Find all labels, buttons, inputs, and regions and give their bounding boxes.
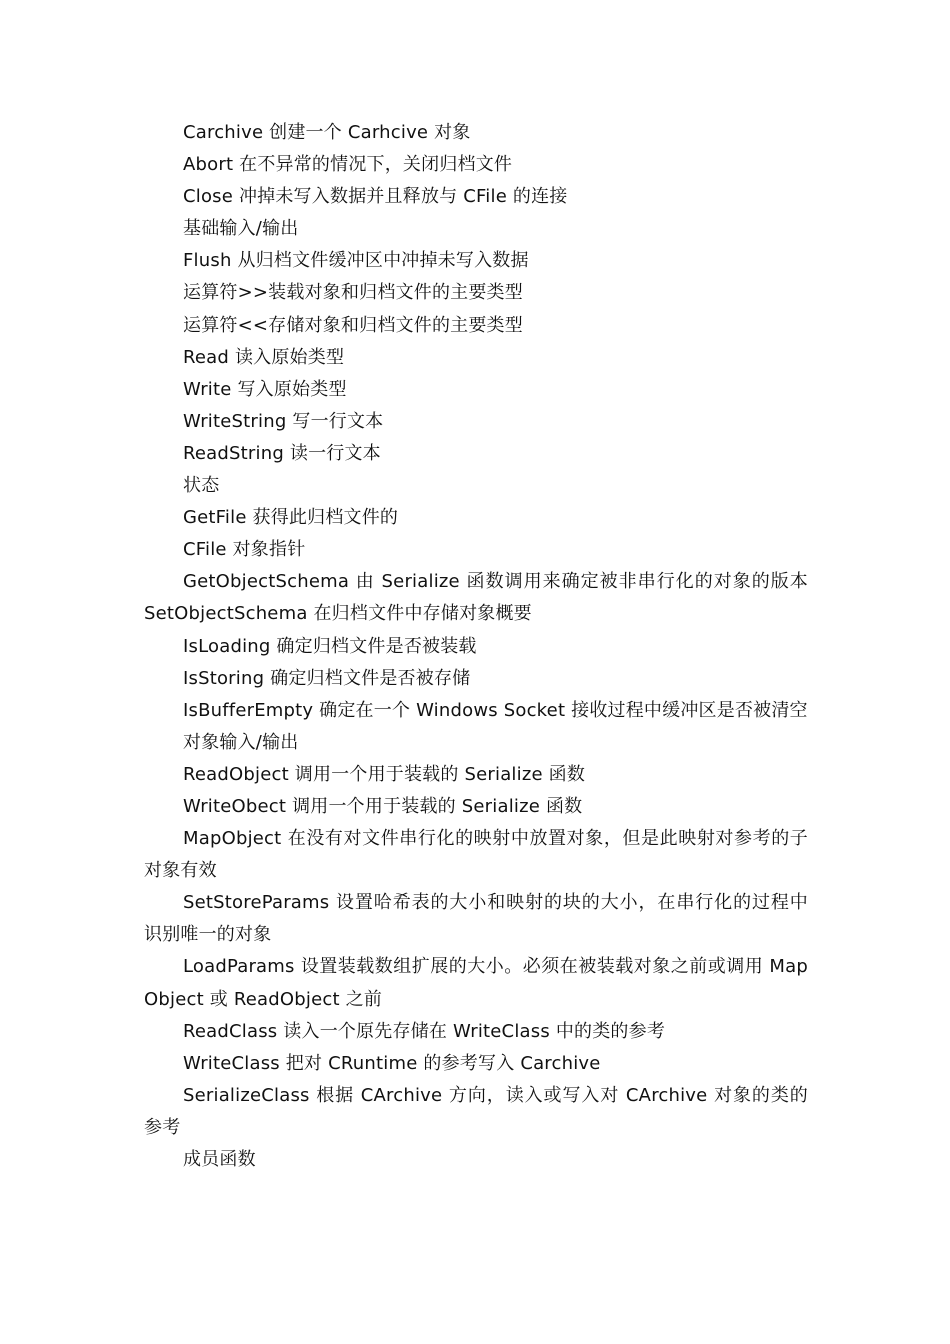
- paragraph-isstoring: IsStoring 确定归档文件是否被存储: [183, 667, 471, 689]
- paragraph-mapobject: MapObject 在没有对文件串行化的映射中放置对象，但是此映射对参考的子对象有效: [144, 828, 808, 882]
- paragraph-operator-load: 运算符>>装载对象和归档文件的主要类型: [183, 282, 523, 304]
- paragraph-readclass: ReadClass 读入一个原先存储在 WriteClass 中的类的参考: [183, 1020, 666, 1042]
- section-heading-object-io: 对象输入/输出: [183, 731, 299, 753]
- paragraph-cfile-pointer: CFile 对象指针: [183, 539, 306, 561]
- section-heading-member-functions: 成员函数: [183, 1149, 256, 1170]
- paragraph-writestring: WriteString 写一行文本: [183, 410, 384, 432]
- document-body: [144, 117, 808, 1176]
- paragraph-serializeclass: SerializeClass 根据 CArchive 方向，读入或写入对 CArchive 对象的类的参考: [144, 1084, 808, 1138]
- paragraph-loadparams: LoadParams 设置装载数组扩展的大小。必须在被装载对象之前或调用 MapObject 或 ReadObject 之前: [144, 956, 808, 1010]
- paragraph-writeobect: WriteObect 调用一个用于装载的 Serialize 函数: [183, 795, 583, 817]
- paragraph-isloading: IsLoading 确定归档文件是否被装载: [183, 635, 477, 657]
- section-heading-status: 状态: [183, 475, 220, 497]
- paragraph-carchive: Carchive 创建一个 Carhcive 对象: [183, 122, 471, 143]
- paragraph-readobject: ReadObject 调用一个用于装载的 Serialize 函数: [183, 763, 586, 785]
- paragraph-read: Read 读入原始类型: [183, 346, 345, 368]
- paragraph-getobjectschema: GetObjectSchema 由 Serialize 函数调用来确定被非串行化的对象的版本 SetObjectSchema 在归档文件中存储对象概要: [144, 571, 808, 625]
- paragraph-operator-store: 运算符<<存储对象和归档文件的主要类型: [183, 314, 523, 336]
- paragraph-getfile: GetFile 获得此归档文件的: [183, 507, 399, 529]
- paragraph-flush: Flush 从归档文件缓冲区中冲掉未写入数据: [183, 250, 529, 272]
- paragraph-setstoreparams: SetStoreParams 设置哈希表的大小和映射的块的大小，在串行化的过程中识别唯一的对象: [144, 892, 808, 946]
- paragraph-write: Write 写入原始类型: [183, 378, 347, 400]
- section-heading-basic-io: 基础输入/输出: [183, 218, 299, 240]
- paragraph-writeclass: WriteClass 把对 CRuntime 的参考写入 Carchive: [183, 1052, 601, 1074]
- paragraph-close: Close 冲掉未写入数据并且释放与 CFile 的连接: [183, 186, 568, 208]
- paragraph-readstring: ReadString 读一行文本: [183, 442, 381, 464]
- paragraph-isbufferempty: IsBufferEmpty 确定在一个 Windows Socket 接收过程中缓冲区是否被清空: [183, 699, 808, 721]
- paragraph-abort: Abort 在不异常的情况下，关闭归档文件: [183, 154, 513, 176]
